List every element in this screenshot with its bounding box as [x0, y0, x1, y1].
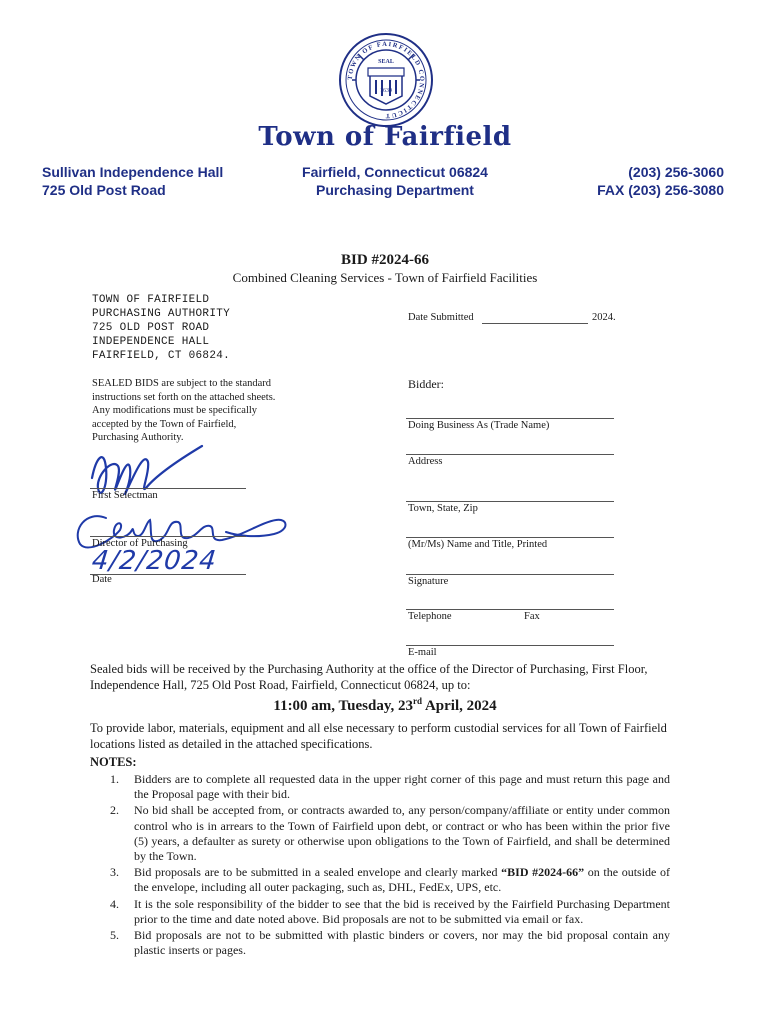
- note-bid-marking: “BID #2024-66”: [501, 865, 585, 880]
- header-left-address: [42, 163, 223, 199]
- header-city: Fairfield, Connecticut 06824: [302, 164, 488, 180]
- sealed-bids-note: [92, 377, 292, 445]
- note-number: 5.: [110, 928, 119, 943]
- intro-paragraph: Sealed bids will be received by the Purchasing Authority at the office of the Director of Purchasing, First Floor, Independence Hall, 725 Old Post Road, Fairfield, Connecticut 06824, up to:: [90, 662, 648, 692]
- address-field[interactable]: [406, 454, 614, 455]
- date-submitted-year: 2024.: [592, 312, 616, 323]
- date-label: Date: [92, 574, 112, 585]
- authority-address: [92, 293, 230, 363]
- notes-list: [90, 772, 670, 959]
- address-line: PURCHASING AUTHORITY: [92, 308, 231, 320]
- bid-description: Combined Cleaning Services - Town of Fairfield Facilities: [232, 270, 538, 285]
- trade-name-field[interactable]: [406, 418, 614, 419]
- note-item: [90, 865, 670, 895]
- town-seal: [338, 32, 434, 128]
- deadline-time: 11:00 am, Tuesday, 23: [273, 698, 414, 714]
- seal-year: 1639: [380, 88, 392, 94]
- bid-number: BID #2024-66: [341, 252, 429, 268]
- date-submitted-field[interactable]: [482, 323, 588, 324]
- director-line: [90, 536, 246, 537]
- note-number: 3.: [110, 865, 119, 880]
- date-line: [90, 574, 246, 575]
- telephone-label: Telephone: [408, 611, 452, 622]
- date-submitted-label: Date Submitted: [408, 312, 474, 323]
- address-line: FAIRFIELD, CT 06824.: [92, 350, 231, 362]
- name-title-label: (Mr/Ms) Name and Title, Printed: [408, 539, 548, 550]
- header-phone: [597, 163, 724, 199]
- town-title: Town of Fairfield: [258, 122, 512, 152]
- director-label: Director of Purchasing: [92, 538, 188, 549]
- note-line: SEALED BIDS are subject to the standard: [92, 378, 272, 389]
- note-text-post: on the outside of the envelope, including all outer packaging, such as, DHL, FedEx, UPS, etc.: [134, 865, 671, 895]
- town-state-zip-label: Town, State, Zip: [408, 503, 478, 514]
- header-building: Sullivan Independence Hall: [42, 164, 224, 180]
- fax-label: Fax: [524, 611, 540, 622]
- signature-field[interactable]: [406, 574, 614, 575]
- header-department: Purchasing Department: [316, 182, 474, 198]
- bid-deadline: [0, 696, 770, 715]
- note-number: 1.: [110, 772, 119, 786]
- first-selectman-label: First Selectman: [92, 490, 158, 501]
- note-text: No bid shall be accepted from, or contracts awarded to, any person/company/affiliate or entity under common control who is in arrears to the Town of Fairfield upon debt, or contract or who has been within the prior five (5) years, a defaulter as surety or otherwise upon obligations to the Town of Fairfield, and shall be determined by the Town.: [134, 803, 670, 864]
- svg-text:TOWN OF FAIRFIELD CONNECTICUT: [347, 41, 425, 119]
- note-text-pre: Bid proposals are to be submitted in a sealed envelope and clearly marked: [134, 865, 502, 880]
- note-text: Bid proposals are not to be submitted with plastic binders or covers, nor may the bid proposal contain any plastic inserts or pages.: [134, 928, 670, 958]
- address-line: TOWN OF FAIRFIELD: [92, 294, 210, 306]
- note-item: [90, 772, 670, 802]
- notes-heading: NOTES:: [90, 755, 137, 769]
- signed-date: 4/2/2024: [90, 546, 219, 576]
- seal-label: SEAL: [378, 59, 394, 65]
- name-title-field[interactable]: [406, 537, 614, 538]
- note-item: [90, 897, 670, 927]
- email-field[interactable]: [406, 645, 614, 646]
- header-phone-number: (203) 256-3060: [628, 164, 724, 180]
- note-line: Any modifications must be specifically: [92, 405, 258, 416]
- town-state-zip-field[interactable]: [406, 501, 614, 502]
- header-street: 725 Old Post Road: [42, 182, 166, 198]
- note-number: 2.: [110, 803, 119, 818]
- address-line: 725 OLD POST ROAD: [92, 322, 210, 334]
- signature-label: Signature: [408, 576, 449, 587]
- note-line: instructions set forth on the attached sheets.: [92, 391, 276, 403]
- scope-paragraph: To provide labor, materials, equipment and all else necessary to perform custodial services for all Town of Fairfield locations listed as detailed in the attached specifications.: [90, 721, 667, 751]
- email-label: E-mail: [408, 647, 437, 658]
- address-label: Address: [408, 456, 443, 467]
- first-selectman-line: [90, 488, 246, 489]
- header-center: [260, 163, 530, 199]
- deadline-month: April, 2024: [422, 698, 497, 714]
- bidder-label: Bidder:: [408, 377, 444, 391]
- header-fax-number: FAX (203) 256-3080: [597, 182, 724, 198]
- seal-ring-text: TOWN OF FAIRFIELD CONNECTICUT: [346, 40, 426, 120]
- address-line: INDEPENDENCE HALL: [92, 336, 210, 348]
- deadline-suffix: rd: [413, 696, 423, 706]
- note-number: 4.: [110, 896, 119, 911]
- note-item: [90, 928, 670, 958]
- note-line: Purchasing Authority.: [92, 432, 184, 443]
- note-line: accepted by the Town of Fairfield,: [92, 418, 237, 430]
- note-text: It is the sole responsibility of the bidder to see that the bid is received by the Fairfield Purchasing Department prior to the time and date noted above. Bid proposals are not to be submitted via email or fax.: [134, 896, 670, 926]
- note-item: [90, 803, 670, 864]
- telephone-fax-field[interactable]: [406, 609, 614, 610]
- note-text: Bidders are to complete all requested data in the upper right corner of this page and must return this page and the Proposal page with their bid.: [134, 772, 670, 802]
- trade-name-label: Doing Business As (Trade Name): [408, 420, 550, 431]
